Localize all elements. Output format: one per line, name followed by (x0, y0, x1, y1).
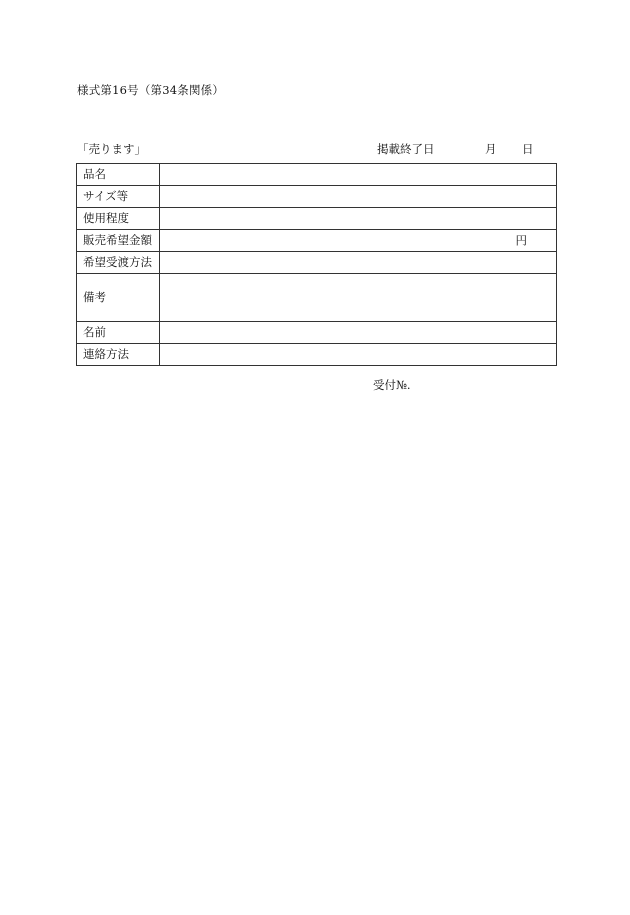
month-label: 月 (485, 142, 497, 156)
listing-table (76, 163, 557, 366)
row-label: 品名 (77, 164, 160, 186)
contact-method-field[interactable] (160, 344, 557, 366)
header-row (77, 141, 557, 159)
day-label: 日 (522, 142, 534, 156)
row-label: 備考 (77, 274, 160, 322)
row-label: サイズ等 (77, 186, 160, 208)
item-name-field[interactable] (160, 164, 557, 186)
row-name (77, 322, 557, 344)
row-size (77, 186, 557, 208)
notice-title: 「売ります」 (77, 142, 146, 156)
row-label: 使用程度 (77, 208, 160, 230)
row-condition (77, 208, 557, 230)
row-item-name (77, 164, 557, 186)
size-field[interactable] (160, 186, 557, 208)
yen-unit: 円 (515, 232, 527, 247)
row-label: 希望受渡方法 (77, 252, 160, 274)
price-field[interactable] (160, 230, 557, 252)
receipt-number-label: 受付№. (373, 378, 411, 392)
row-price (77, 230, 557, 252)
name-field[interactable] (160, 322, 557, 344)
row-label: 連絡方法 (77, 344, 160, 366)
row-label: 名前 (77, 322, 160, 344)
row-label: 販売希望金額 (77, 230, 160, 252)
remarks-field[interactable] (160, 274, 557, 322)
row-delivery-method (77, 252, 557, 274)
end-date-label: 掲載終了日 (377, 142, 435, 156)
form-number: 様式第16号（第34条関係） (77, 83, 225, 97)
row-contact-method (77, 344, 557, 366)
delivery-method-field[interactable] (160, 252, 557, 274)
row-remarks (77, 274, 557, 322)
condition-field[interactable] (160, 208, 557, 230)
